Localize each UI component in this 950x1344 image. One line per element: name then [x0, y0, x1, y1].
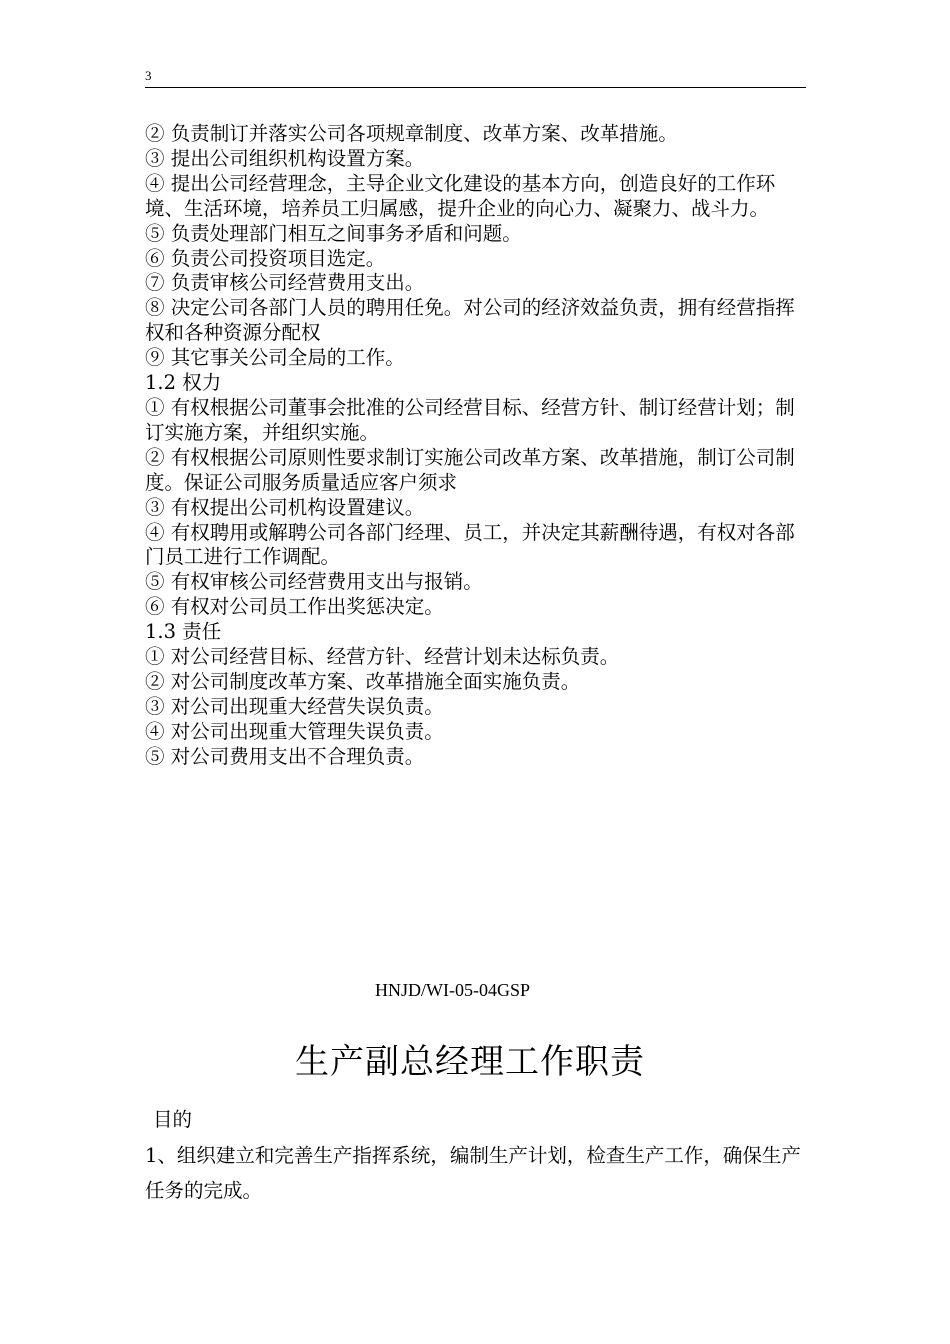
- duty-line: ⑦ 负责审核公司经营费用支出。: [145, 271, 425, 295]
- duty-line: ⑨ 其它事关公司全局的工作。: [145, 346, 405, 370]
- authority-line: ③ 有权提出公司机构设置建议。: [145, 495, 425, 519]
- duty-line: ⑧ 决定公司各部门人员的聘用任免。对公司的经济效益负责，拥有经营指挥权和各种资源分配权: [145, 296, 795, 345]
- duty-line: ⑥ 负责公司投资项目选定。: [145, 246, 386, 270]
- purpose-label: 目的: [153, 1108, 193, 1131]
- section-heading-authority: 1.2 权力: [145, 371, 222, 395]
- page-number: 3: [145, 68, 152, 83]
- responsibility-line: ① 对公司经营目标、经营方针、经营计划未达标负责。: [145, 645, 620, 669]
- authority-line: ⑤ 有权审核公司经营费用支出与报销。: [145, 570, 483, 594]
- responsibility-line: ② 对公司制度改革方案、改革措施全面实施负责。: [145, 669, 581, 693]
- responsibility-line: ⑤ 对公司费用支出不合理负责。: [145, 744, 425, 768]
- document-title: 生产副总经理工作职责: [295, 1042, 645, 1082]
- responsibility-line: ④ 对公司出现重大管理失误负责。: [145, 719, 444, 743]
- duties-text-block: [145, 122, 810, 770]
- document-code: HNJD/WI-05-04GSP: [375, 980, 530, 1000]
- duty-line: ③ 提出公司组织机构设置方案。: [145, 146, 425, 170]
- duty-line: ② 负责制订并落实公司各项规章制度、改革方案、改革措施。: [145, 122, 678, 145]
- authority-line: ① 有权根据公司董事会批准的公司经营目标、经营方针、制订经营计划；制订实施方案，并组织实施。: [145, 395, 795, 444]
- header-rule: [145, 87, 806, 88]
- authority-line: ④ 有权聘用或解聘公司各部门经理、员工，并决定其薪酬待遇，有权对各部门员工进行工作调配。: [145, 520, 795, 569]
- duty-line: ⑤ 负责处理部门相互之间事务矛盾和问题。: [145, 221, 522, 245]
- authority-line: ② 有权根据公司原则性要求制订实施公司改革方案、改革措施，制订公司制度。保证公司服务质量适应客户须求: [145, 445, 795, 494]
- duty-line: ④ 提出公司经营理念，主导企业文化建设的基本方向，创造良好的工作环境、生活环境，培养员工归属感，提升企业的向心力、凝聚力、战斗力。: [145, 171, 776, 220]
- responsibility-line: ③ 对公司出现重大经营失误负责。: [145, 694, 444, 718]
- section-heading-responsibility: 1.3 责任: [145, 620, 222, 644]
- purpose-text: 1、组织建立和完善生产指挥系统，编制生产计划，检查生产工作，确保生产任务的完成。: [145, 1144, 801, 1202]
- authority-line: ⑥ 有权对公司员工作出奖惩决定。: [145, 595, 444, 619]
